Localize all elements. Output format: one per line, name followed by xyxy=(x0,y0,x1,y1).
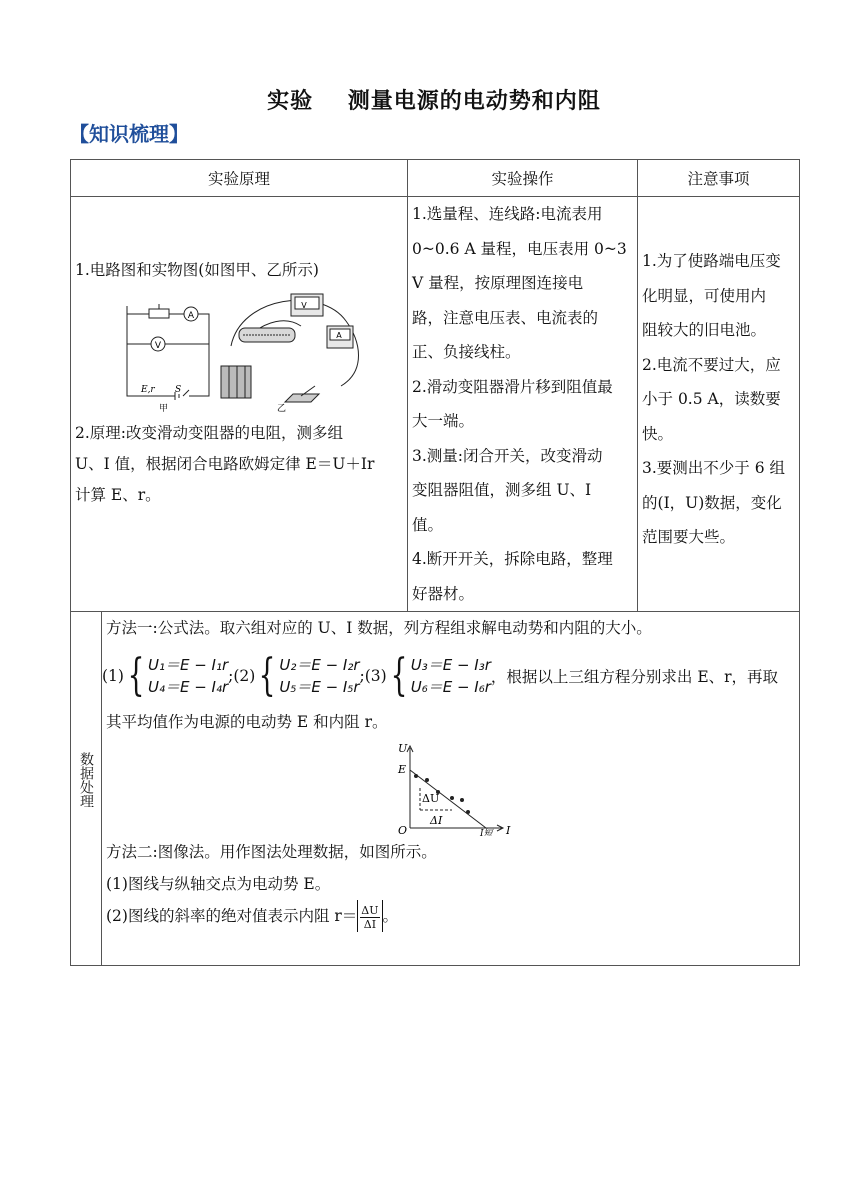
notes-line: 范围要大些。 xyxy=(642,528,736,546)
equation-1a: U₁＝E − I₁r xyxy=(147,656,229,674)
equation-2a: U₂＝E − I₂r xyxy=(279,656,360,674)
header-principle: 实验原理 xyxy=(71,160,408,197)
i-short-label: I短 xyxy=(480,829,493,836)
fraction-denominator: ΔI xyxy=(363,917,377,931)
header-operation: 实验操作 xyxy=(408,160,638,197)
data-processing-cell xyxy=(102,612,800,966)
axis-i-label: I xyxy=(506,824,511,836)
operation-line: 值。 xyxy=(412,515,444,534)
header-notes: 注意事项 xyxy=(638,160,800,197)
equation-row xyxy=(102,650,799,702)
point2-suffix: 。 xyxy=(382,907,399,925)
axis-e-label: E xyxy=(398,763,407,776)
data-processing-row xyxy=(71,612,800,966)
axis-u-label: U xyxy=(398,742,408,755)
ammeter-symbol: A xyxy=(187,311,195,321)
operation-line: 好器材。 xyxy=(412,584,475,603)
operation-line: 大一端。 xyxy=(412,412,475,430)
equation-3b: U₆＝E − I₆r xyxy=(410,678,491,696)
operation-line: 0~0.6 A 量程，电压表用 0~3 xyxy=(412,239,627,258)
eq-suffix: ，根据以上三组方程分别求出 E、r，再取 xyxy=(490,668,779,686)
apparatus-ammeter-label: A xyxy=(336,331,342,340)
operation-cell xyxy=(408,197,638,612)
operation-line: 变阻器阻值，测多组 U、I xyxy=(412,481,592,499)
section-heading: 【知识梳理】 xyxy=(69,122,189,146)
principle-line-2: 2.原理:改变滑动变阻器的电阻，测多组 xyxy=(75,424,344,442)
eq-prefix-3: ;(3) xyxy=(359,667,387,685)
operation-line: 正、负接线柱。 xyxy=(412,343,521,361)
eq-prefix-2: ;(2) xyxy=(228,667,256,685)
label-switch: S xyxy=(175,385,182,395)
left-brace-icon: { xyxy=(127,650,145,701)
equation-3a: U₃＝E − I₃r xyxy=(410,656,491,674)
operation-line: V 量程，按原理图连接电 xyxy=(412,274,584,292)
principle-line-3: U、I 值，根据闭合电路欧姆定律 E＝U＋Ir xyxy=(75,455,375,473)
notes-line: 化明显，可使用内 xyxy=(642,286,767,305)
equation-system-1 xyxy=(148,654,228,698)
label-er: E,r xyxy=(141,385,155,395)
data-processing-label-cell xyxy=(71,612,102,966)
data-processing-label: 数据处理 xyxy=(78,752,94,808)
notes-line: 的(I，U)数据，变化 xyxy=(642,493,782,512)
fraction-numerator: ΔU xyxy=(361,903,379,917)
operation-line: 3.测量:闭合开关，改变滑动 xyxy=(412,446,603,465)
method1-tail: 其平均值作为电源的电动势 E 和内阻 r。 xyxy=(106,713,388,731)
slope-abs xyxy=(357,900,382,932)
principle-cell xyxy=(71,197,408,612)
notes-cell xyxy=(638,197,800,612)
point2-prefix: (2)图线的斜率的绝对值表示内阻 r＝ xyxy=(106,907,358,925)
operation-line: 路，注意电压表、电流表的 xyxy=(412,308,599,327)
equation-1b: U₄＝E − I₄r xyxy=(147,678,229,696)
label-jia: 甲 xyxy=(159,404,169,414)
left-brace-icon: { xyxy=(390,650,408,701)
principle-line-1: 1.电路图和实物图(如图甲、乙所示) xyxy=(75,261,319,279)
table-content-row xyxy=(71,197,800,612)
knowledge-table xyxy=(70,159,800,966)
notes-line: 3.要测出不少于 6 组 xyxy=(642,459,786,477)
notes-line: 1.为了使路端电压变 xyxy=(642,252,781,270)
ui-graph xyxy=(102,738,792,836)
slope-fraction xyxy=(360,904,379,931)
circuit-figure xyxy=(71,286,371,414)
notes-line: 2.电流不要过大，应 xyxy=(642,355,781,374)
equation-system-2 xyxy=(279,654,359,698)
apparatus-voltmeter-label: V xyxy=(301,301,307,310)
page-title: 实验 测量电源的电动势和内阻 xyxy=(267,89,601,114)
equation-system-3 xyxy=(411,654,491,698)
operation-line: 4.断开开关，拆除电路，整理 xyxy=(412,550,613,568)
notes-line: 阻较大的旧电池。 xyxy=(642,321,767,339)
principle-line-4: 计算 E、r。 xyxy=(75,486,161,504)
delta-i-label: ΔI xyxy=(430,814,443,827)
notes-line: 快。 xyxy=(642,424,674,443)
method1-text: 方法一:公式法。取六组对应的 U、I 数据，列方程组求解电动势和内阻的大小。 xyxy=(106,619,652,637)
left-brace-icon: { xyxy=(258,650,276,701)
notes-line: 小于 0.5 A，读数要 xyxy=(642,390,781,408)
voltmeter-symbol: V xyxy=(154,341,162,351)
operation-line: 2.滑动变阻器滑片移到阻值最 xyxy=(412,377,613,396)
equation-2b: U₅＝E − I₅r xyxy=(279,678,360,696)
origin-label: O xyxy=(398,824,408,836)
delta-u-label: ΔU xyxy=(422,792,440,805)
table-header-row xyxy=(71,160,800,197)
operation-line: 1.选量程、连线路:电流表用 xyxy=(412,205,603,223)
label-yi: 乙 xyxy=(277,404,287,414)
point2-text xyxy=(102,900,799,932)
method2-text: 方法二:图像法。用作图法处理数据，如图所示。 xyxy=(106,843,437,861)
eq-prefix-1: (1) xyxy=(102,667,124,685)
point1-text: (1)图线与纵轴交点为电动势 E。 xyxy=(106,875,331,893)
